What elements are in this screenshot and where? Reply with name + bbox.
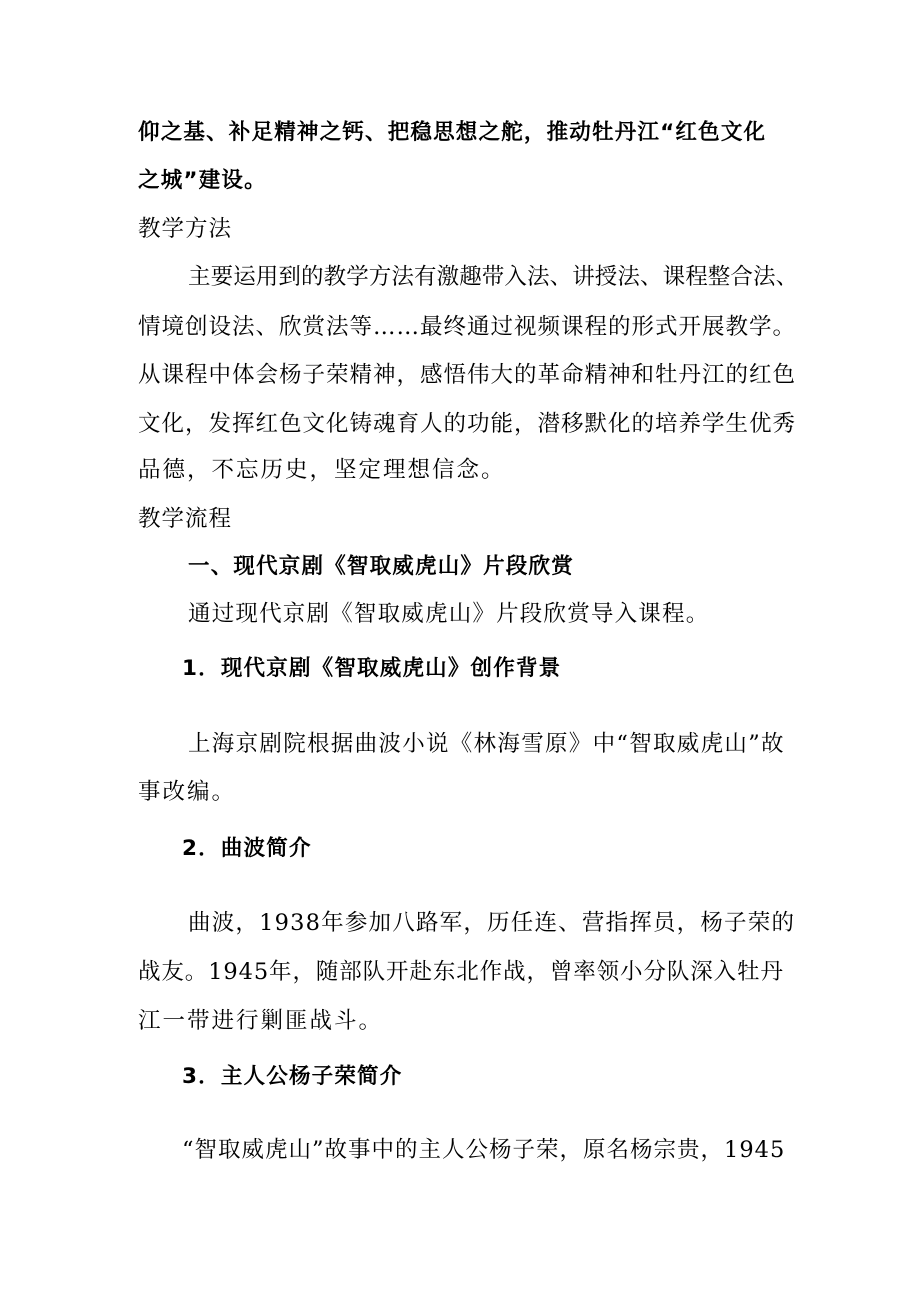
paragraph-line: 事改编。 [138,779,237,805]
paragraph-line: 文化，发挥红色文化铸魂育人的功能，潜移默化的培养学生优秀 [138,411,797,437]
subsection-title: 3．主人公杨子荣简介 [182,1064,403,1089]
paragraph-line: 情境创设法、欣赏法等……最终通过视频课程的形式开展教学。 [138,314,797,340]
paragraph-line: 品德，不忘历史，坚定理想信念。 [138,457,506,483]
section-title: 一、现代京剧《智取威虎山》片段欣赏 [188,554,574,579]
paragraph-line: 战友。1945年，随部队开赴东北作战，曾率领小分队深入牡丹 [138,959,784,985]
paragraph-line: 仰之基、补足精神之钙、把稳思想之舵，推动牡丹江“红色文化 [138,120,767,145]
section-heading-process: 教学流程 [138,506,233,532]
paragraph-line: “智取威虎山”故事中的主人公杨子荣，原名杨宗贵，1945 [182,1137,786,1163]
paragraph-line: 曲波，1938年参加八路军，历任连、营指挥员，杨子荣的 [188,910,796,936]
paragraph-line: 通过现代京剧《智取威虎山》片段欣赏导入课程。 [188,601,710,627]
paragraph-line: 主要运用到的教学方法有激趣带入法、讲授法、课程整合法、 [188,264,799,290]
paragraph-line: 上海京剧院根据曲波小说《林海雪原》中“智取威虎山”故 [188,731,785,757]
section-heading-methods: 教学方法 [138,216,233,242]
paragraph-line: 江一带进行剿匪战斗。 [138,1008,384,1034]
subsection-title: 1．现代京剧《智取威虎山》创作背景 [182,656,562,681]
paragraph-line: 之城”建设。 [138,168,267,193]
paragraph-line: 从课程中体会杨子荣精神，感悟伟大的革命精神和牡丹江的红色 [138,362,797,388]
subsection-title: 2．曲波简介 [182,836,312,861]
